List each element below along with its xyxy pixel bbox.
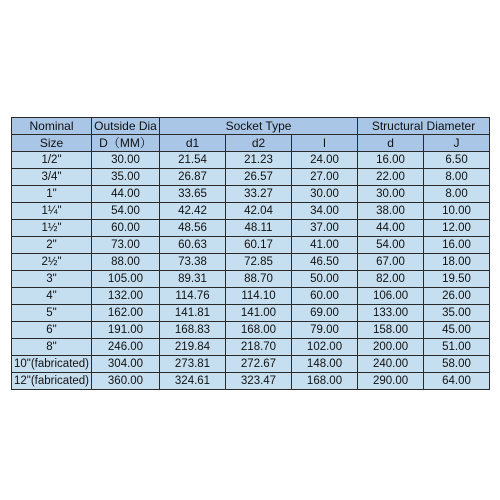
table-row (12, 339, 490, 356)
cell-l: 79.00 (292, 322, 358, 339)
cell-j: 35.00 (424, 305, 490, 322)
cell-size: 3" (12, 271, 92, 288)
cell-d: 30.00 (358, 186, 424, 203)
cell-j: 8.00 (424, 169, 490, 186)
cell-l: 30.00 (292, 186, 358, 203)
cell-size: 5" (12, 305, 92, 322)
cell-outside-dia: 54.00 (92, 203, 160, 220)
cell-outside-dia: 30.00 (92, 152, 160, 169)
cell-d: 133.00 (358, 305, 424, 322)
cell-d1: 42.42 (160, 203, 226, 220)
cell-d2: 33.27 (226, 186, 292, 203)
table-row (12, 237, 490, 254)
cell-size: 1½" (12, 220, 92, 237)
cell-d1: 324.61 (160, 373, 226, 390)
cell-size: 1/2" (12, 152, 92, 169)
cell-d1: 114.76 (160, 288, 226, 305)
cell-d: 44.00 (358, 220, 424, 237)
cell-size: 1" (12, 186, 92, 203)
cell-d2: 114.10 (226, 288, 292, 305)
table-row (12, 186, 490, 203)
cell-size: 8" (12, 339, 92, 356)
cell-d2: 141.00 (226, 305, 292, 322)
cell-d: 82.00 (358, 271, 424, 288)
cell-outside-dia: 304.00 (92, 356, 160, 373)
cell-j: 18.00 (424, 254, 490, 271)
cell-outside-dia: 60.00 (92, 220, 160, 237)
cell-outside-dia: 132.00 (92, 288, 160, 305)
cell-d1: 219.84 (160, 339, 226, 356)
cell-l: 60.00 (292, 288, 358, 305)
cell-d1: 21.54 (160, 152, 226, 169)
cell-d: 240.00 (358, 356, 424, 373)
header-d: d (358, 135, 424, 152)
cell-size: 2" (12, 237, 92, 254)
cell-outside-dia: 44.00 (92, 186, 160, 203)
cell-d1: 273.81 (160, 356, 226, 373)
cell-d2: 26.57 (226, 169, 292, 186)
table-row (12, 356, 490, 373)
cell-d2: 323.47 (226, 373, 292, 390)
cell-outside-dia: 360.00 (92, 373, 160, 390)
cell-outside-dia: 246.00 (92, 339, 160, 356)
cell-d2: 88.70 (226, 271, 292, 288)
table-header (12, 118, 490, 152)
cell-d2: 218.70 (226, 339, 292, 356)
cell-l: 27.00 (292, 169, 358, 186)
table-row (12, 152, 490, 169)
header-size: Size (12, 135, 92, 152)
cell-d: 22.00 (358, 169, 424, 186)
pipe-dimension-table (11, 117, 490, 390)
header-j: J (424, 135, 490, 152)
header-d2: d2 (226, 135, 292, 152)
cell-d1: 168.83 (160, 322, 226, 339)
table-row (12, 203, 490, 220)
cell-d1: 141.81 (160, 305, 226, 322)
cell-l: 34.00 (292, 203, 358, 220)
cell-l: 69.00 (292, 305, 358, 322)
table-row (12, 322, 490, 339)
cell-d2: 21.23 (226, 152, 292, 169)
cell-size: 12"(fabricated) (12, 373, 92, 390)
cell-d2: 60.17 (226, 237, 292, 254)
cell-d: 54.00 (358, 237, 424, 254)
cell-j: 26.00 (424, 288, 490, 305)
table-row (12, 254, 490, 271)
cell-d1: 48.56 (160, 220, 226, 237)
cell-d2: 72.85 (226, 254, 292, 271)
cell-l: 102.00 (292, 339, 358, 356)
cell-size: 3/4" (12, 169, 92, 186)
cell-d: 290.00 (358, 373, 424, 390)
cell-size: 6" (12, 322, 92, 339)
header-outside-dia: Outside Dia (92, 118, 160, 135)
cell-d1: 33.65 (160, 186, 226, 203)
table-row (12, 288, 490, 305)
cell-j: 10.00 (424, 203, 490, 220)
cell-size: 1¼" (12, 203, 92, 220)
header-socket-type: Socket Type (160, 118, 358, 135)
cell-outside-dia: 73.00 (92, 237, 160, 254)
table-body (12, 152, 490, 390)
cell-d: 16.00 (358, 152, 424, 169)
cell-d: 158.00 (358, 322, 424, 339)
cell-outside-dia: 162.00 (92, 305, 160, 322)
cell-outside-dia: 88.00 (92, 254, 160, 271)
cell-l: 50.00 (292, 271, 358, 288)
table-row (12, 305, 490, 322)
cell-outside-dia: 105.00 (92, 271, 160, 288)
header-row-top (12, 118, 490, 135)
header-d-mm: D（MM） (92, 135, 160, 152)
cell-j: 19.50 (424, 271, 490, 288)
cell-j: 64.00 (424, 373, 490, 390)
cell-j: 51.00 (424, 339, 490, 356)
header-row-sub (12, 135, 490, 152)
table-row (12, 169, 490, 186)
cell-d: 200.00 (358, 339, 424, 356)
cell-size: 2½" (12, 254, 92, 271)
cell-d1: 73.38 (160, 254, 226, 271)
cell-outside-dia: 191.00 (92, 322, 160, 339)
cell-l: 24.00 (292, 152, 358, 169)
cell-d: 106.00 (358, 288, 424, 305)
cell-d1: 89.31 (160, 271, 226, 288)
cell-d1: 26.87 (160, 169, 226, 186)
cell-l: 168.00 (292, 373, 358, 390)
cell-l: 37.00 (292, 220, 358, 237)
cell-d2: 168.00 (226, 322, 292, 339)
header-l: l (292, 135, 358, 152)
header-nominal: Nominal (12, 118, 92, 135)
header-d1: d1 (160, 135, 226, 152)
cell-l: 46.50 (292, 254, 358, 271)
cell-j: 16.00 (424, 237, 490, 254)
cell-j: 8.00 (424, 186, 490, 203)
cell-d2: 48.11 (226, 220, 292, 237)
cell-outside-dia: 35.00 (92, 169, 160, 186)
cell-j: 12.00 (424, 220, 490, 237)
cell-d: 38.00 (358, 203, 424, 220)
table-row (12, 373, 490, 390)
cell-j: 45.00 (424, 322, 490, 339)
table-row (12, 220, 490, 237)
cell-size: 10"(fabricated) (12, 356, 92, 373)
cell-l: 148.00 (292, 356, 358, 373)
cell-d2: 272.67 (226, 356, 292, 373)
cell-size: 4" (12, 288, 92, 305)
cell-l: 41.00 (292, 237, 358, 254)
cell-d1: 60.63 (160, 237, 226, 254)
cell-d: 67.00 (358, 254, 424, 271)
cell-j: 6.50 (424, 152, 490, 169)
table-row (12, 271, 490, 288)
cell-d2: 42.04 (226, 203, 292, 220)
header-structural-diameter: Structural Diameter (358, 118, 490, 135)
cell-j: 58.00 (424, 356, 490, 373)
